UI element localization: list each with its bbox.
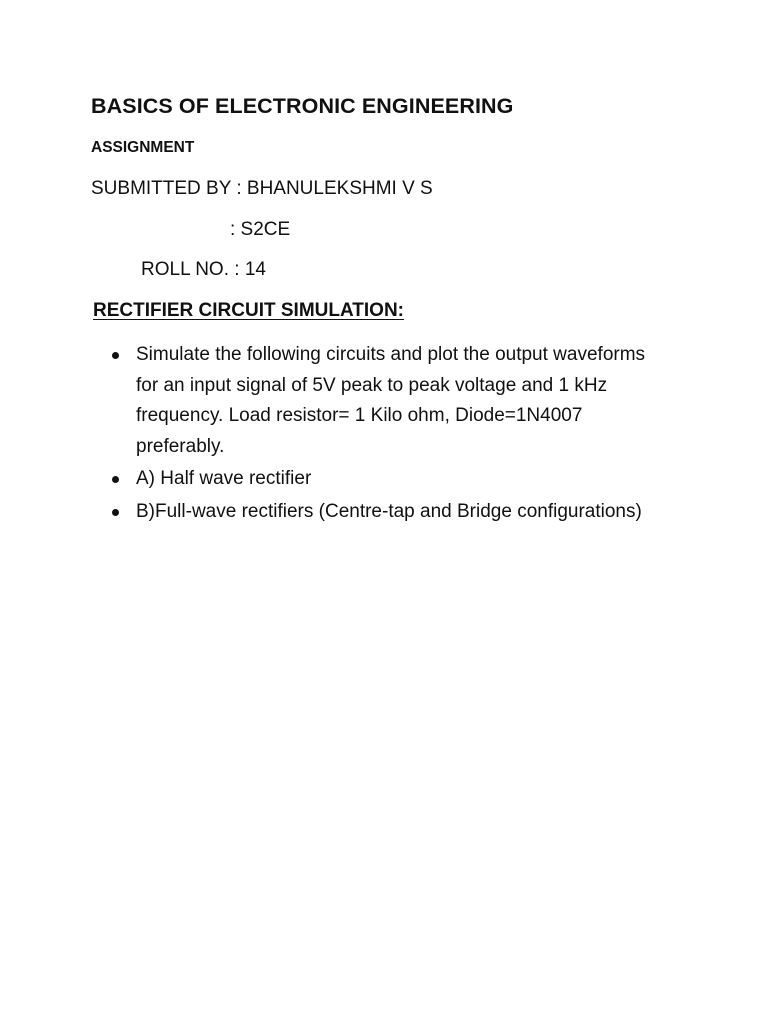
- class-line: : S2CE: [230, 219, 291, 240]
- roll-number-line: ROLL NO. : 14: [141, 259, 266, 280]
- list-item-text: A) Half wave rectifier: [136, 468, 312, 489]
- list-item: [112, 340, 672, 462]
- bullet-icon: [112, 476, 119, 483]
- list-item: [112, 497, 672, 528]
- list-item-text: B)Full-wave rectifiers (Centre-tap and Bridge configurations): [136, 500, 642, 522]
- bullet-icon: [112, 352, 119, 359]
- page-title: BASICS OF ELECTRONIC ENGINEERING: [91, 94, 514, 118]
- list-item: [112, 464, 672, 495]
- list-item-text: Simulate the following circuits and plot the output waveforms for an input signal of 5V peak to peak voltage and 1 kHz frequency. Load resistor= 1 Kilo ohm, Diode=1N4007 preferably.: [136, 344, 646, 457]
- section-heading: RECTIFIER CIRCUIT SIMULATION:: [93, 300, 405, 321]
- task-list: [112, 340, 672, 529]
- bullet-icon: [112, 509, 119, 516]
- assignment-label: ASSIGNMENT: [91, 139, 195, 156]
- submitted-by-line: SUBMITTED BY : BHANULEKSHMI V S: [91, 178, 433, 199]
